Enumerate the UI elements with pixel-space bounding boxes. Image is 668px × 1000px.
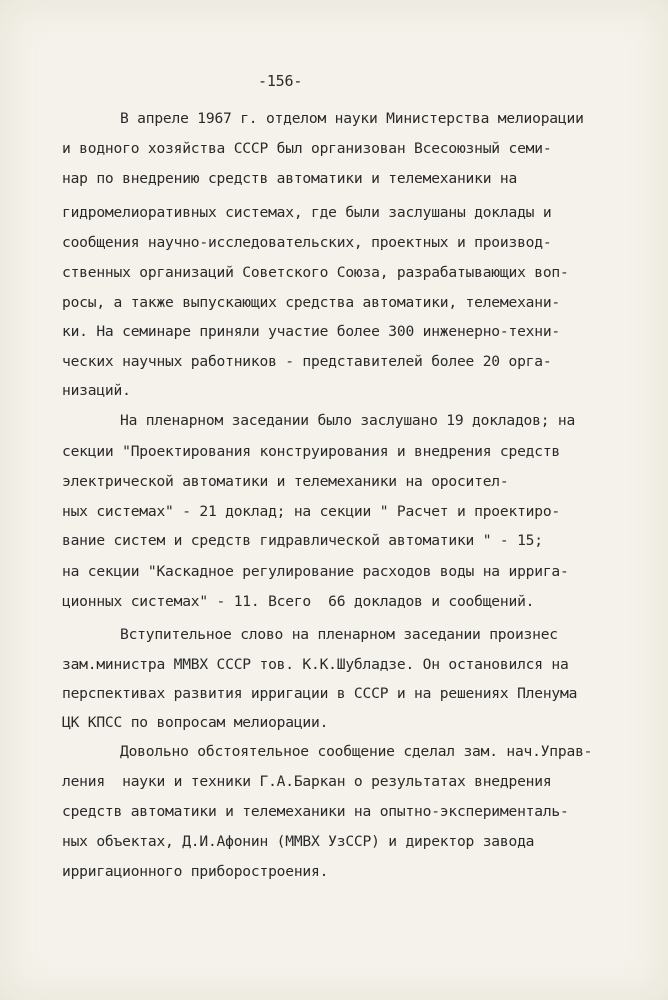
text-line: ки. На семинаре приняли участие более 300 инженерно-техни- xyxy=(62,323,560,340)
text-line: низаций. xyxy=(62,382,131,399)
text-line: росы, а также выпускающих средства автоматики, телемехани- xyxy=(62,294,560,311)
text-line: перспективах развития ирригации в СССР и на решениях Пленума xyxy=(62,685,578,702)
text-line: на секции "Каскадное регулирование расходов воды на ирригa- xyxy=(62,563,569,580)
text-line: ческих научных работников - представителей более 20 орга- xyxy=(62,353,552,370)
text-line: ЦК КПСС по вопросам мелиорации. xyxy=(62,714,329,731)
page-number: -156- xyxy=(258,72,303,90)
text-line: ных объектах, Д.И.Афонин (ММВХ УзССР) и директор завода xyxy=(62,833,535,850)
text-line: ных системах" - 21 доклад; на секции " Расчет и проектиро- xyxy=(62,503,560,520)
text-line: гидромелиоративных системах, где были заслушаны доклады и xyxy=(62,204,552,221)
text-line: электрической автоматики и телемеханики на оросител- xyxy=(62,473,509,490)
text-line: сообщения научно-исследовательских, проектных и производ- xyxy=(62,234,552,251)
text-line: На пленарном заседании было заслушано 19 докладов; на xyxy=(120,412,576,429)
text-line: ления науки и техники Г.А.Баркан о результатах внедрения xyxy=(62,773,552,790)
text-line: В апреле 1967 г. отделом науки Министерства мелиорации xyxy=(120,110,584,127)
text-line: ирригационного приборостроения. xyxy=(62,863,329,880)
text-line: Довольно обстоятельное сообщение сделал зам. нач.Управ- xyxy=(120,743,593,760)
text-line: и водного хозяйства СССР был организован Всесоюзный семи- xyxy=(62,140,552,157)
text-line: средств автоматики и телемеханики на опытно-эксперименталь- xyxy=(62,803,569,820)
text-line: зам.министра ММВХ СССР тов. К.К.Шубладзе. Он остановился на xyxy=(62,656,569,673)
text-line: ственных организаций Советского Союза, разрабатывающих воп- xyxy=(62,264,569,281)
text-line: секции "Проектирования конструирования и внедрения средств xyxy=(62,443,560,460)
text-line: Вступительное слово на пленарном заседании произнес xyxy=(120,626,558,643)
text-line: нар по внедрению средств автоматики и телемеханики на xyxy=(62,170,518,187)
text-line: вание систем и средств гидравлической автоматики " - 15; xyxy=(62,532,543,549)
text-line: ционных системах" - 11. Всего 66 докладов и сообщений. xyxy=(62,593,535,610)
